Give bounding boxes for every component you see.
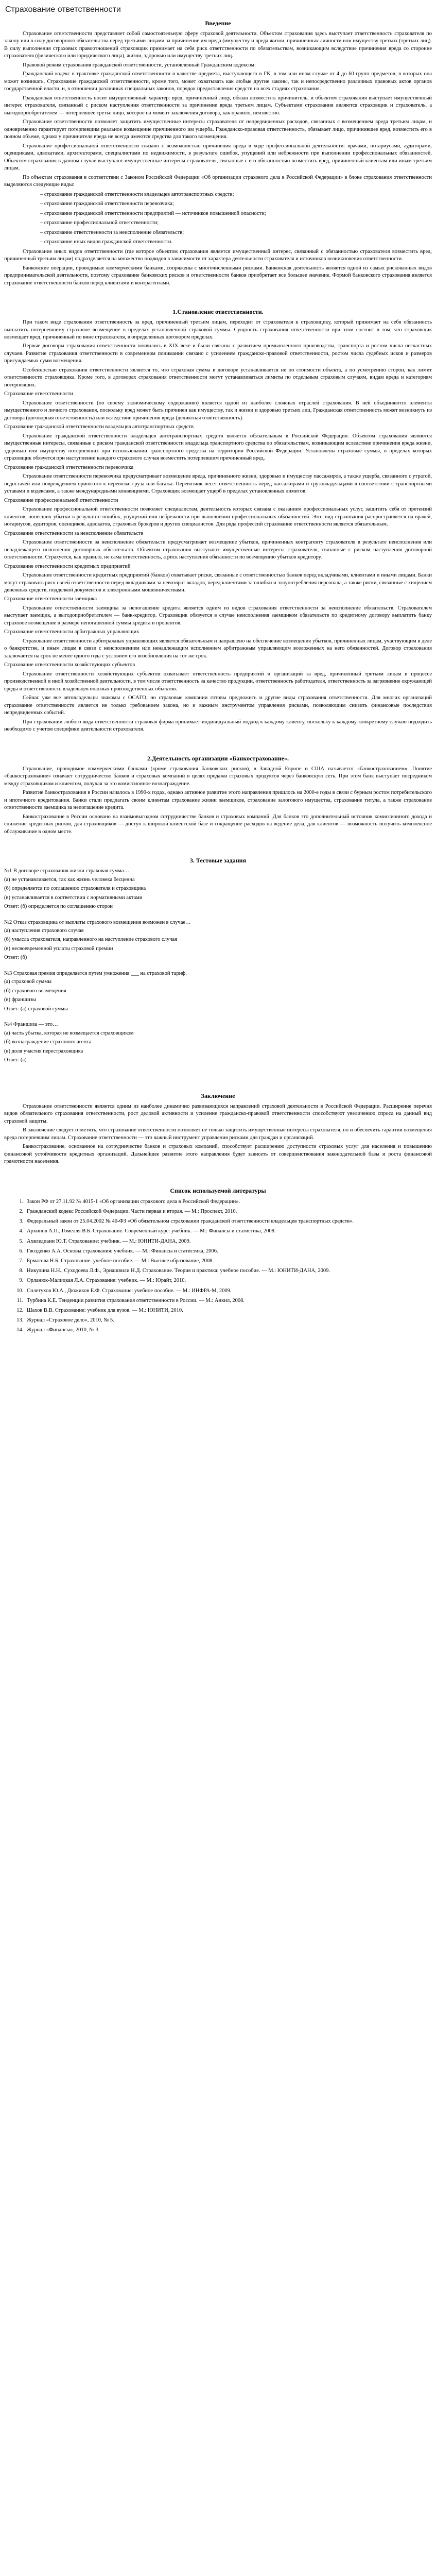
paragraph: Правовой режим страхования гражданской ответственности, установленный Гражданским кодексом:: [23, 62, 256, 68]
answer: Ответ: (б): [4, 955, 27, 961]
paragraph: Банкострахование, основанное на сотрудничестве банков и страховых компаний, способствует расширению доступности страховых услуг для населения и повышению финансовой устойчивости кредитных организаций. Дальнейшее развитие этого направления будет зависеть от совершенствования законодательной базы и роста финансовой грамотности населения.: [4, 1144, 432, 1165]
reference-item: 4. Архипов А.П., Гомелля В.Б. Страхование. Современный курс: учебник. — М.: Финансы и статистика, 2008.: [25, 1227, 432, 1235]
subsection-title: Страхование ответственности хозяйствующих субъектов: [4, 662, 135, 668]
paragraph: Гражданский кодекс в трактовке гражданской ответственности в качестве предмета, выступающего в ГК, в том или ином случае от 4 до 60 групп предметов, в которых она может возникать. Страхование гражданской ответственности, кроме того, может охватывать как любые другие законы, так и непосредственно различных правовых актов органов государственной власти, и, в отношении различных специальных законов, порядок предоставления средств на всех стадиях страхования.: [4, 71, 432, 92]
intro-list: [4, 191, 432, 246]
answer-option: (б) вознаграждение страхового агента: [4, 1039, 92, 1045]
paragraph: Страхование профессиональной ответственности позволяет специалистам, деятельность которых связана с оказанием профессиональных услуг, защитить себя от претензий клиентов, понесших убытки в результате ошибок, упущений или небрежности при выполнении профессиональных обязанностей. Этот вид страхования распространяется на врачей, нотариусов, аудиторов, оценщиков, адвокатов, страховых брокеров и других специалистов. Для ряда профессий страхование ответственности является обязательным.: [4, 506, 432, 528]
subsection-title: Страхование профессиональной ответственности: [4, 497, 118, 503]
section2-body: [4, 766, 432, 836]
list-item: – страхование ответственности за неисполнение обязательств;: [40, 229, 184, 235]
list-item: – страхование гражданской ответственности перевозчика;: [40, 201, 174, 207]
paragraph: Первые договоры страхования ответственности появились в XIX веке и были связаны с развитием промышленного производства, транспорта и ростом числа несчастных случаев. Развитие страхования ответственности в современном понимании связано с усилением гражданско-правовой ответственности, ростом числа судебных исков и размеров присуждаемых сумм возмещения.: [4, 343, 432, 364]
reference-item: 6. Гвозденко А.А. Основы страхования: учебник. — М.: Финансы и статистика, 2006.: [25, 1247, 432, 1255]
subsection-title: Страхование ответственности арбитражных управляющих: [4, 629, 139, 635]
paragraph: Страхование ответственности является одним из наиболее динамично развивающихся направлений страховой деятельности в Российской Федерации. Расширение перечня видов обязательного страхования ответственности, рост деловой активности и усиление гражданско-правовой ответственности способствуют увеличению спроса на данный вид страховой защиты.: [4, 1103, 432, 1124]
answer-option: (а) часть убытка, которая не возмещается страховщиком: [4, 1030, 134, 1036]
subsection-title: Страхование ответственности за неисполнение обязательств: [4, 530, 144, 536]
question: №1 В договоре страхования жизни страховая сумма…: [4, 868, 129, 874]
reference-item: 10. Сплетухов Ю.А., Дюжиков Е.Ф. Страхование: учебное пособие. — М.: ИНФРА-М, 2009.: [25, 1287, 432, 1295]
section1-body: [4, 319, 432, 389]
question: №3 Страховая премия определяется путем умножения ___ на страховой тариф.: [4, 970, 187, 976]
reference-item: 2. Гражданский кодекс Российской Федерации. Части первая и вторая. — М.: Проспект, 2010.: [25, 1208, 432, 1215]
list-item: – страхование иных видов гражданской ответственности.: [40, 239, 173, 245]
paragraph: Страхование гражданской ответственности владельцев автотранспортных средств является обязательным в Российской Федерации. Объектом страхования являются имущественные интересы, связанные с риском гражданской ответственности владельца транспортного средства по обязательствам, возникающим вследствие причинения вреда жизни, здоровью или имуществу потерпевших при использовании транспортного средства на территории Российской Федерации. Установлены страховые суммы, в пределах которых страховщик обязуется при наступлении каждого страхового случая возместить потерпевшим причиненный вред.: [4, 433, 432, 462]
reference-item: 11. Турбина К.Е. Тенденции развития страхования ответственности в России. — М.: Анкил, 2008.: [25, 1297, 432, 1304]
intro-body: [4, 30, 432, 189]
paragraph: Страхование ответственности за неисполнение обязательств предусматривает возмещение убытков, причиненных контрагенту страхователя в результате неисполнения или ненадлежащего исполнения договорных обязательств. Объектом страхования выступают имущественные интересы страхователя, связанные с риском наступления договорной ответственности. Страхуется, как правило, не сама ответственность, а риск наступления обязанности по возмещению убытков кредитору.: [4, 539, 432, 561]
answer-option: (а) страховой суммы: [4, 979, 52, 985]
paragraph: Страхование ответственности позволяет защитить имущественные интересы страхователя от непредвиденных расходов, связанных с возмещением вреда третьим лицам, и одновременно гарантирует потерпевшим реальное возмещение причиненного им ущерба. Гражданско-правовая ответственность, обязывает лицо, причинившее вред, возместить его в полном объеме, однако у причинителя вреда не всегда имеются средства для такого возмещения.: [4, 119, 432, 140]
document-title: Страхование ответственности: [5, 5, 121, 14]
section2-heading: 2.Деятельность организации «Банкострахование».: [147, 754, 289, 762]
paragraph: Страхование ответственности перевозчика предусматривает возмещение вреда, причиненного жизни, здоровью и имуществу пассажиров, а также ущерба, связанного с утратой, недостачей или повреждением принятого к перевозке груза или багажа. Перевозчик несет ответственность перед пассажирами и грузовладельцами в соответствии с транспортными уставами и кодексами, а также международными конвенциями. Страховщик возмещает ущерб в пределах установленных лимитов.: [4, 473, 432, 495]
reference-item: 9. Орланюк-Малицкая Л.А. Страхование: учебник. — М.: Юрайт, 2010.: [25, 1277, 432, 1284]
reference-item: 8. Никулина Н.Н., Суходоева Л.Ф., Эриашвили Н.Д. Страхование. Теория и практика: учебное пособие. — М.: ЮНИТИ-ДАНА, 2009.: [25, 1267, 432, 1275]
reference-item: 3. Федеральный закон от 25.04.2002 № 40-ФЗ «Об обязательном страховании гражданской ответственности владельцев транспортных средств».: [25, 1217, 432, 1225]
conclusion-heading: Заключение: [201, 1092, 235, 1099]
answer-option: (б) определяется по соглашению страхователя и страховщика: [4, 886, 146, 892]
intro-heading: Введение: [205, 20, 231, 27]
paragraph: Гражданская ответственность носит имущественный характер: вред, причиненный лицу, обязан возместить причинитель, и объектом страхования выступает имущественный интерес страхователя, связанный с риском наступления ответственности за причинение вреда третьим лицам. Субъектами страхования являются страховщик и страхователь, а выгодоприобретателем — потерпевшее третье лицо, которое на момент заключения договора, как правило, неизвестно.: [4, 95, 432, 116]
reference-item: 13. Журнал «Страховое дело», 2010, № 5.: [25, 1316, 432, 1324]
list-item: – страхование профессиональной ответственности;: [40, 220, 159, 226]
paragraph: В заключение следует отметить, что страхование ответственности позволяет не только защитить имущественные интересы страхователя, но и обеспечить гарантии возмещения вреда потерпевшим лицам. Страхование ответственности — это важный инструмент управления рисками для граждан и организаций.: [4, 1127, 432, 1141]
test-questions: [4, 868, 432, 1073]
answer-option: (б) умысла страхователя, направленного на наступление страхового случая: [4, 937, 177, 943]
reference-item: 5. Ахвледиани Ю.Т. Страхование: учебник. — М.: ЮНИТИ-ДАНА, 2009.: [25, 1238, 432, 1245]
paragraph: При таком виде страхования ответственность за вред, причиненный третьим лицам, переходит от страхователя к страховщику, который принимает на себя обязанность выплатить потерпевшему страховое возмещение в пределах установленной страховой суммы. Сущность страхования ответственности при этом состоит в том, что страховщик возмещает вред, причиненный по вине страхователя, в определенных договором пределах.: [4, 319, 432, 340]
subsection-title: Страхование гражданской ответственности владельцев автотранспортных средств: [4, 424, 194, 430]
question: №4 Франшиза — это…: [4, 1022, 58, 1028]
conclusion-body: [4, 1103, 432, 1166]
paragraph: Особенностью страхования ответственности является то, что страховая сумма в договоре устанавливается не по стоимости объекта, а по усмотрению сторон, как лимит ответственности страховщика. Кроме того, в договорах страхования ответственности могут устанавливаться лимиты по отдельным страховым случаям, видам вреда и категориям потерпевших.: [4, 367, 432, 388]
list-item: – страхование гражданской ответственности владельцев автотранспортных средств;: [40, 191, 234, 197]
section3-heading: 3. Тестовые задания: [189, 857, 247, 865]
list-item: – страхование гражданской ответственности предприятий — источников повышенной опасности;: [40, 210, 266, 216]
paragraph: Страхование профессиональной ответственности связано с возможностью причинения вреда в ходе профессиональной деятельности: врачами, нотариусами, аудиторами, оценщиками, адвокатами, архитекторами, специалистами по недвижимости, в результате ошибок, упущений или небрежности при выполнении профессиональных обязанностей. Объектом страхования в данном случае выступают имущественные интересы страхователя, связанные с его обязанностью возместить вред, причиненный клиентам или иным третьим лицам.: [4, 143, 432, 172]
answer: Ответ: (б) определяется по соглашению сторон: [4, 904, 113, 910]
section1-heading: 1.Становление ответственности.: [172, 308, 264, 316]
reference-item: 14. Журнал «Финансы», 2010, № 3.: [25, 1326, 432, 1334]
answer-option: (а) не устанавливается, так как жизнь человека бесценна: [4, 876, 135, 883]
paragraph: При страховании любого вида ответственности страховая фирма принимает индивидуальный подход к каждому клиенту, поскольку к каждому конкретному случаю подходить необходимо с учетом специфики деятельности страхователя.: [4, 719, 432, 733]
paragraph: Страхование ответственности представляет собой самостоятельную сферу страховой деятельности. Объектом страхования здесь выступает ответственность страхователя по закону или в силу договорного обязательства перед третьими лицами за причинение им вреда (имуществу и вреда жизни, причиненных личности или имуществу третьих (третьих лиц). В силу выполнения страховых правоотношений страховщик принимает на себя риск ответственности по обязательствам, возникающим вследствие причинения вреда со сторонне страхователя (физического или юридического лица), жизни, здоровью или имуществу третьих лиц.: [4, 31, 432, 59]
answer-option: (а) наступления страхового случая: [4, 927, 84, 934]
paragraph: Банковские операции, проводимые коммерческими банками, сопряжены с многочисленными рисками. Банковская деятельность является одной из самых рискованных видов предпринимательской деятельности, поэтому страхование банковских рисков и ответственности банков приобретает все большее значение. Формой банковского страхования является страхование ответственности банков перед клиентами и контрагентами.: [4, 265, 432, 286]
paragraph: Страхование ответственности арбитражных управляющих является обязательным и направлено на обеспечение возмещения убытков, причиненных лицам, участвующим в деле о банкротстве, и иным лицам в связи с неисполнением или ненадлежащим исполнением арбитражным управляющим возложенных на него обязанностей. Договор страхования заключается на срок не менее одного года с условием его возобновления на тот же срок.: [4, 638, 432, 659]
section1-subsections: [4, 391, 432, 693]
answer-option: (в) несвоевременной уплаты страховой премии: [4, 945, 113, 952]
paragraph: Страхование ответственности (по своему экономическому содержанию) является одной из наиболее сложных отраслей страхования. В ней объединяются элементы имущественного и личного страхования, поскольку вред может быть причинен как имуществу, так и жизни и здоровью третьих лиц. Гражданская ответственность может возникнуть из договора (договорная ответственность) или вследствие причинения вреда (деликтная ответственность).: [4, 400, 432, 421]
reference-item: 7. Ермасова Н.Б. Страхование: учебное пособие. — М.: Высшее образование, 2008.: [25, 1257, 432, 1265]
intro-body-2: [4, 248, 432, 287]
subsection-title: Страхование ответственности: [4, 391, 73, 397]
answer-option: (в) устанавливается в соответствии с нормативными актами: [4, 894, 143, 901]
subsection-title: Страхование гражданской ответственности перевозчика: [4, 464, 134, 470]
subsection-title: Страхование ответственности заемщика: [4, 596, 97, 602]
paragraph: Страхование ответственности хозяйствующих субъектов охватывает ответственность предприятий и организаций за вред, причиненный третьим лицам в процессе производственной и иной хозяйственной деятельности, в том числе ответственность за качество продукции, ответственность работодателя, ответственность за загрязнение окружающей среды и ответственность владельцев опасных производственных объектов.: [4, 671, 432, 692]
paragraph: Страхование, проводимое коммерческими банками (кроме страхования банковских рисков), в Западной Европе и США называется «банкострахованием». Понятие «банкострахование» означает сотрудничество банков и страховых компаний в целях продажи страховых продуктов через банковскую сеть. При этом банк выступает посредником между страховщиком и клиентом, получая за это комиссионное вознаграждение.: [4, 766, 432, 787]
question: №2 Отказ страховщика от выплаты страхового возмещения возможен в случае…: [4, 919, 191, 925]
paragraph: Банкострахование в России основано на взаимовыгодном сотрудничестве банков и страховых компаний. Для банков это дополнительный источник комиссионного дохода и снижение кредитных рисков, для страховщиков — доступ к широкой клиентской базе и сокращение расходов на ведение дела, для клиентов — возможность получить комплексное обслуживание в одном месте.: [4, 814, 432, 835]
section1-closing: [4, 694, 432, 733]
answer-option: (в) франшизы: [4, 997, 36, 1003]
paragraph: Развитие банкострахования в России началось в 1990-х годах, однако активное развитие этого направления пришлось на 2000-е годы в связи с бурным ростом потребительского и ипотечного кредитования. Банки стали предлагать своим клиентам страхование жизни заемщиков, страхование залогового имущества, страхование титула, а также страхование ответственности заемщика за непогашение кредита.: [4, 790, 432, 811]
paragraph: Страхование ответственности заемщика за непогашение кредита является одним из видов страхования ответственности за неисполнение обязательств. Страхователем выступает заемщик, а выгодоприобретателем — банк-кредитор. Страховщик обязуется в случае неисполнения заемщиком обязательств по кредитному договору выплатить банку страховое возмещение в размере непогашенной суммы кредита и процентов.: [4, 605, 432, 626]
reference-item: 1. Закон РФ от 27.11.92 № 4015-1 «Об организации страхового дела в Российской Федерации».: [25, 1198, 432, 1206]
paragraph: Страхование иных видов ответственности (где которое объектом страхования является имущественный интерес, связанный с обязанностью страхователя возместить вред, причиненный третьим лицам) подразделяется на множество подвидов в зависимости от характера деятельности страхователя и источников возникновения ответственности.: [4, 248, 432, 262]
answer-option: (в) доля участия перестраховщика: [4, 1048, 83, 1054]
answer: Ответ: (а): [4, 1057, 27, 1063]
references-heading: Список используемой литературы: [170, 1187, 266, 1194]
answer: Ответ: (а) страховой суммы: [4, 1006, 68, 1012]
answer-option: (б) страхового возмещения: [4, 988, 66, 994]
reference-item: 12. Шахов В.В. Страхование: учебник для вузов. — М.: ЮНИТИ, 2010.: [25, 1307, 432, 1314]
references-list: [4, 1198, 432, 1334]
paragraph: Страхование ответственности кредитных предприятий (банков) охватывает риски, связанные с ответственностью банков перед вкладчиками, клиентами и иными лицами. Банки могут страховать риск своей ответственности перед вкладчиками за невозврат вкладов, перед клиентами за ошибки и злоупотребления персонала, а также риски, связанные с хищением денежных средств, подделкой документов и электронными мошенничествами.: [4, 572, 432, 593]
paragraph: Сейчас уже все автовладельцы знакомы с ОСАГО, но страховые компании готовы предложить и другие виды страхования ответственности. Для многих организаций страхование ответственности является не только требованием закона, но и важным инструментом управления рисками, позволяющим снизить финансовые последствия непредвиденных событий.: [4, 695, 432, 716]
subsection-title: Страхование ответственности кредитных предприятий: [4, 563, 131, 569]
paragraph: По объектам страхования в соответствии с Законом Российской Федерации «Об организации страхового дела в Российской Федерации» в блоке страхования ответственности выделяются следующие виды:: [4, 174, 432, 188]
